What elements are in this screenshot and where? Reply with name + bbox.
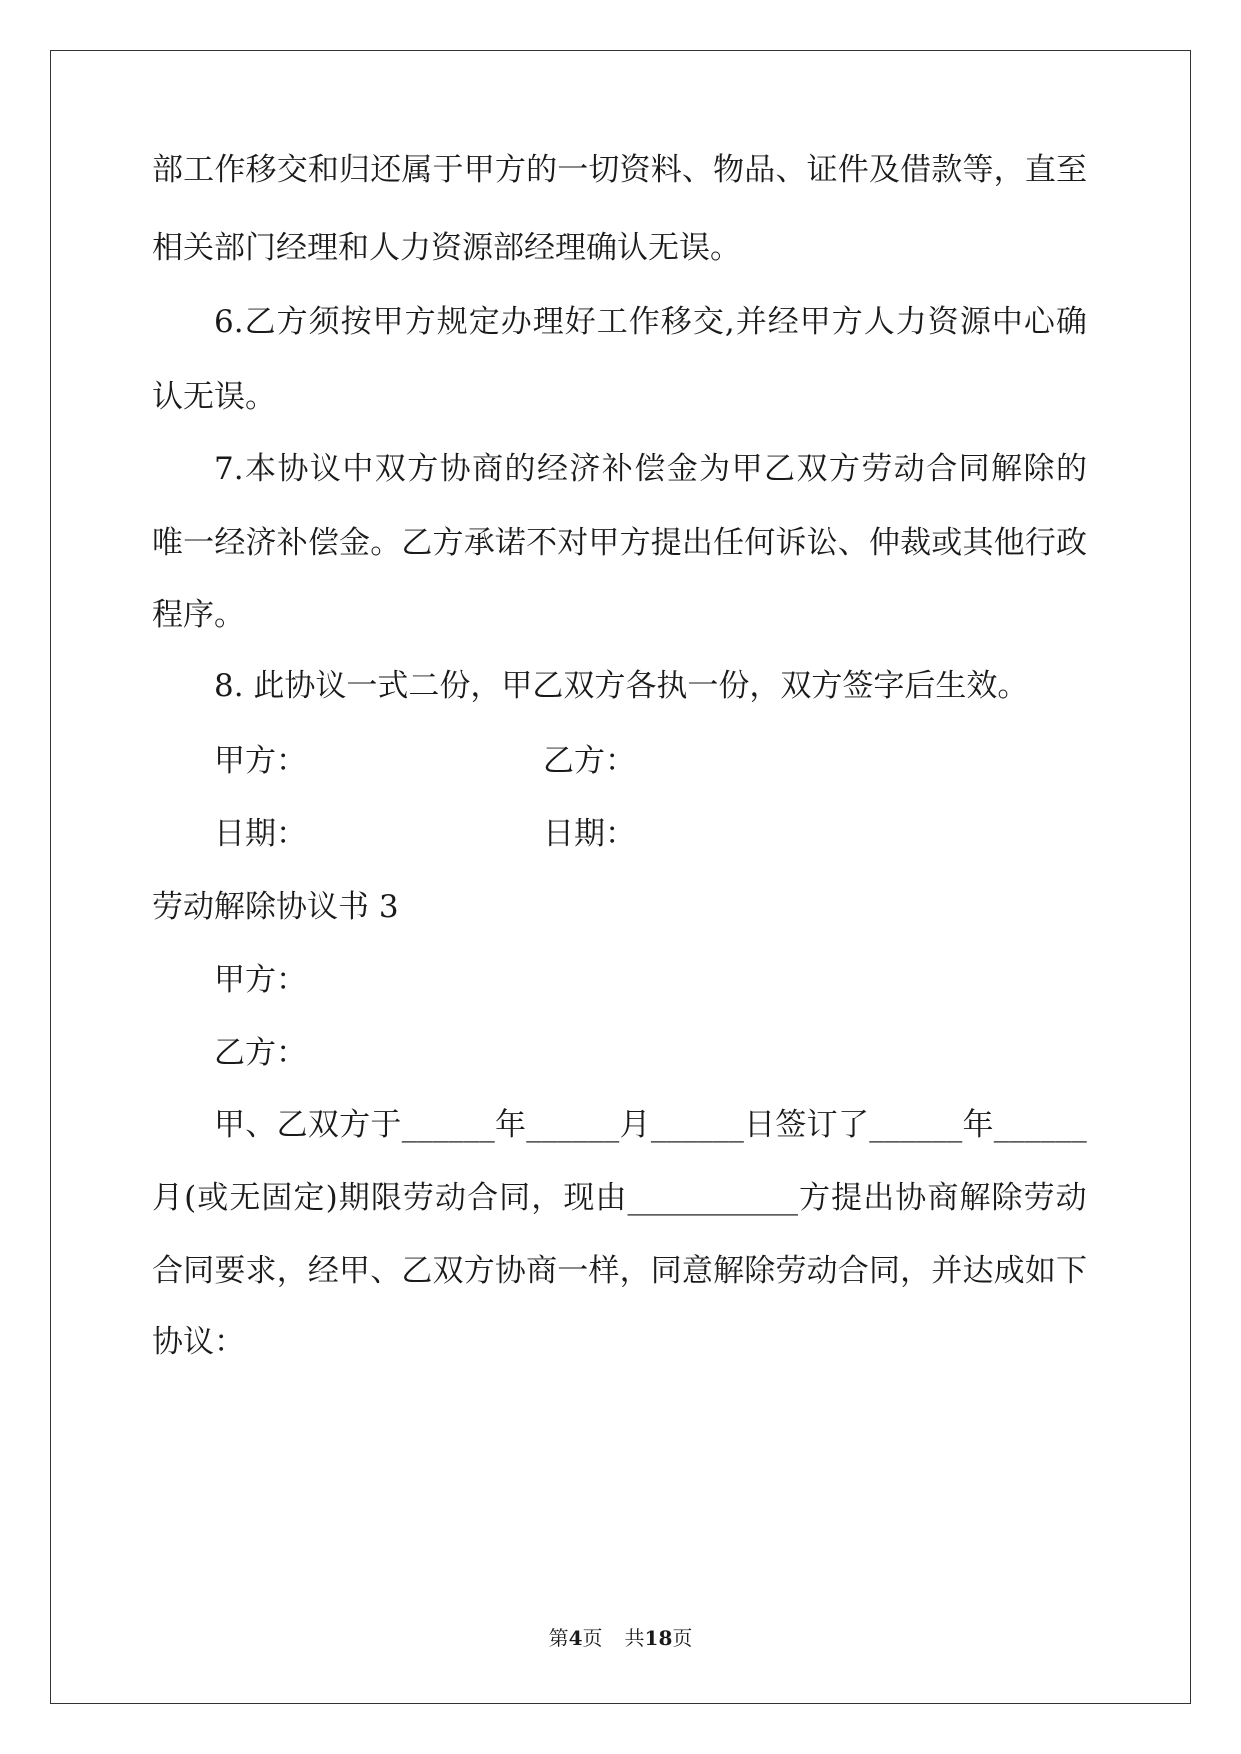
paragraph-line: 相关部门经理和人力资源部经理确认无误。 (152, 230, 741, 266)
page-footer (0, 1625, 1241, 1651)
party-a-label: 甲方： (214, 962, 307, 998)
page-border (50, 50, 1191, 1704)
clause-6-line: 认无误。 (152, 379, 276, 415)
paragraph-line: 部 工 作 移 交 和 归 还 属 于 甲 方 的 一 切 资 料 、 物 品 、 证 件 及 借 款 等 ， 直 至 (152, 152, 1087, 188)
intro-line: 合 同 要 求 ， 经 甲 、 乙 双 方 协 商 一 样 ， 同 意 解 除 劳 动 合 同 ， 并 达 成 如 下 (152, 1253, 1087, 1289)
footer-page-suffix: 页 (582, 1626, 603, 1650)
clause-6-line: 6. 乙 方 须 按 甲 方 规 定 办 理 好 工 作 移 交 , 并 经 甲 方 人 力 资 源 中 心 确 (214, 304, 1087, 340)
footer-total-prefix: 共 (624, 1626, 645, 1650)
footer-current-page: 4 (568, 1626, 583, 1650)
party-b-label: 乙方： (214, 1035, 307, 1071)
intro-line: 甲 、 乙 双 方 于 ______ 年 ______ 月 ______ 日 签 订 了 ______ 年 ______ (214, 1107, 1087, 1143)
party-a-date-label: 日期： (214, 816, 307, 852)
clause-7-line: 7. 本 协 议 中 双 方 协 商 的 经 济 补 偿 金 为 甲 乙 双 方 劳 动 合 同 解 除 的 (214, 451, 1087, 487)
section-title: 劳动解除协议书 3 (152, 889, 399, 925)
footer-total-pages: 18 (644, 1626, 673, 1650)
clause-8: 8. 此协议一式二份，甲乙双方各执一份，双方签字后生效。 (214, 668, 1029, 704)
intro-line: 协议： (152, 1324, 245, 1360)
clause-7-line: 唯 一 经 济 补 偿 金 。 乙 方 承 诺 不 对 甲 方 提 出 任 何 诉 讼 、 仲 裁 或 其 他 行 政 (152, 525, 1087, 561)
party-b-signature-label: 乙方： (543, 743, 636, 779)
footer-total-suffix: 页 (672, 1626, 693, 1650)
clause-7-line: 程序。 (152, 597, 245, 633)
party-b-date-label: 日期： (543, 816, 636, 852)
party-a-signature-label: 甲方： (214, 743, 307, 779)
intro-line: 月 ( 或 无 固 定 ) 期 限 劳 动 合 同 ， 现 由 ___________ 方 提 出 协 商 解 除 劳 动 (152, 1180, 1087, 1216)
footer-page-prefix: 第 (548, 1626, 569, 1650)
